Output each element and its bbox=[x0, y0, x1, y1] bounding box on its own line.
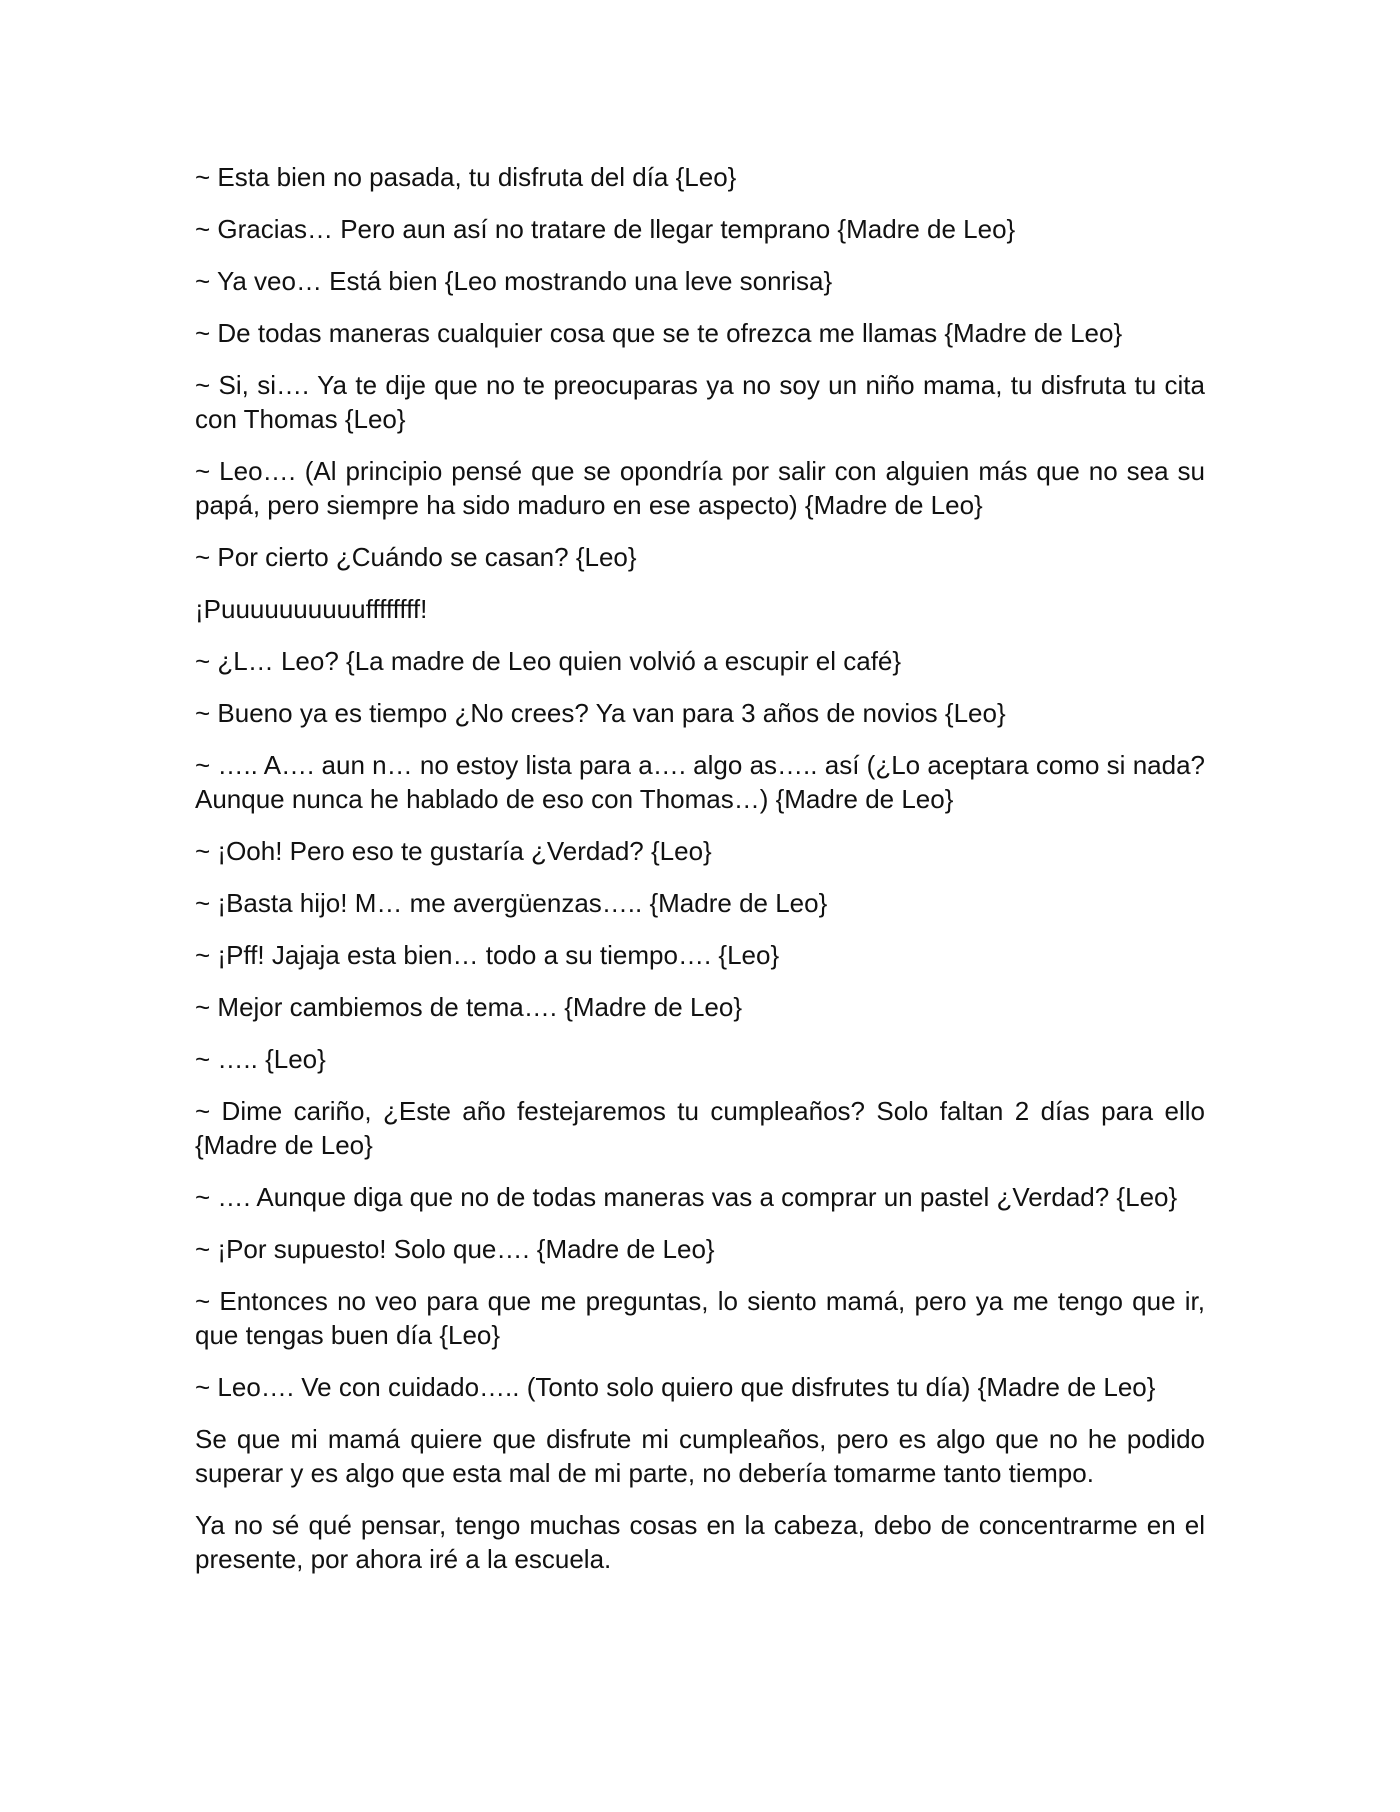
document-body bbox=[195, 160, 1205, 1594]
paragraph: ~ Esta bien no pasada, tu disfruta del día {Leo} bbox=[195, 162, 737, 192]
paragraph: ~ Bueno ya es tiempo ¿No crees? Ya van para 3 años de novios {Leo} bbox=[195, 698, 1006, 728]
paragraph: Ya no sé qué pensar, tengo muchas cosas en la cabeza, debo de concentrarme en el presente, por ahora iré a la escuela. bbox=[195, 1510, 1205, 1574]
paragraph: ~ ….. A…. aun n… no estoy lista para a…. algo as….. así (¿Lo aceptara como si nada? Aunque nunca he hablado de eso con Thomas…) {Madre de Leo} bbox=[195, 750, 1205, 814]
paragraph: ~ Leo…. Ve con cuidado….. (Tonto solo quiero que disfrutes tu día) {Madre de Leo} bbox=[195, 1372, 1156, 1402]
paragraph: ~ ¡Ooh! Pero eso te gustaría ¿Verdad? {Leo} bbox=[195, 836, 712, 866]
paragraph: Se que mi mamá quiere que disfrute mi cumpleaños, pero es algo que no he podido superar y es algo que esta mal de mi parte, no debería tomarme tanto tiempo. bbox=[195, 1424, 1205, 1488]
paragraph: ~ Entonces no veo para que me preguntas, lo siento mamá, pero ya me tengo que ir, que tengas buen día {Leo} bbox=[195, 1286, 1205, 1350]
paragraph: ~ Por cierto ¿Cuándo se casan? {Leo} bbox=[195, 542, 637, 572]
paragraph: ~ ¿L… Leo? {La madre de Leo quien volvió a escupir el café} bbox=[195, 646, 902, 676]
paragraph: ~ Dime cariño, ¿Este año festejaremos tu cumpleaños? Solo faltan 2 días para ello {Madre de Leo} bbox=[195, 1096, 1205, 1160]
paragraph: ~ Gracias… Pero aun así no tratare de llegar temprano {Madre de Leo} bbox=[195, 214, 1016, 244]
paragraph: ~ …. Aunque diga que no de todas maneras vas a comprar un pastel ¿Verdad? {Leo} bbox=[195, 1182, 1178, 1212]
paragraph: ~ ¡Pff! Jajaja esta bien… todo a su tiempo…. {Leo} bbox=[195, 940, 780, 970]
paragraph: ~ Ya veo… Está bien {Leo mostrando una leve sonrisa} bbox=[195, 266, 833, 296]
paragraph: ~ Leo…. (Al principio pensé que se opondría por salir con alguien más que no sea su papá, pero siempre ha sido maduro en ese aspecto) {Madre de Leo} bbox=[195, 456, 1205, 520]
paragraph: ¡Puuuuuuuuuuffffffff! bbox=[195, 594, 428, 624]
paragraph: ~ De todas maneras cualquier cosa que se te ofrezca me llamas {Madre de Leo} bbox=[195, 318, 1123, 348]
paragraph: ~ Mejor cambiemos de tema…. {Madre de Leo} bbox=[195, 992, 743, 1022]
paragraph: ~ Si, si…. Ya te dije que no te preocuparas ya no soy un niño mama, tu disfruta tu cita con Thomas {Leo} bbox=[195, 370, 1205, 434]
paragraph: ~ ¡Basta hijo! M… me avergüenzas….. {Madre de Leo} bbox=[195, 888, 828, 918]
paragraph: ~ ¡Por supuesto! Solo que…. {Madre de Leo} bbox=[195, 1234, 715, 1264]
paragraph: ~ ….. {Leo} bbox=[195, 1044, 326, 1074]
